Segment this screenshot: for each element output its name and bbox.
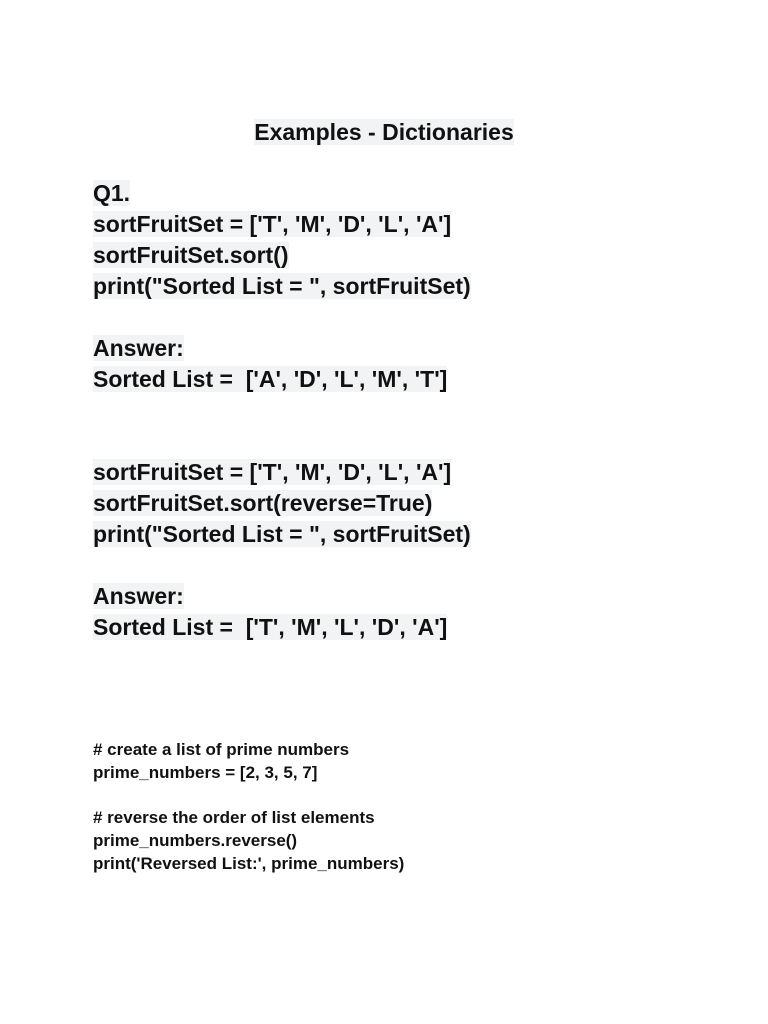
prime-reverse-block [93,806,404,875]
q1-answer-label: Answer: [93,335,184,361]
code-comment: # create a list of prime numbers [93,740,350,759]
q2-answer-label-line [93,581,447,612]
q1-answer-block [93,333,447,395]
q2-answer-line [93,612,447,643]
code-comment: # reverse the order of list elements [93,808,375,827]
q2-code-block [93,457,471,550]
page-title: Examples - Dictionaries [254,119,514,145]
q2-code-text: print("Sorted List = ", sortFruitSet) [93,521,471,547]
prime-list-block [93,738,349,784]
code-line: prime_numbers.reverse() [93,831,298,850]
q2-code-text: sortFruitSet = ['T', 'M', 'D', 'L', 'A'] [93,459,452,485]
q1-code-text: print("Sorted List = ", sortFruitSet) [93,273,471,299]
q2-code-line [93,519,471,550]
code-line: print('Reversed List:', prime_numbers) [93,854,405,873]
q2-answer-label: Answer: [93,583,184,609]
q1-label: Q1. [93,180,131,206]
q1-code-line [93,240,471,271]
q2-code-line [93,488,471,519]
q1-code-text: sortFruitSet = ['T', 'M', 'D', 'L', 'A'] [93,211,452,237]
q1-answer-line [93,364,447,395]
page-title-row [0,116,768,148]
code-line: prime_numbers = [2, 3, 5, 7] [93,763,318,782]
q1-code-line [93,209,471,240]
q1-code-block [93,178,471,302]
q1-code-line [93,271,471,302]
q1-answer-label-line [93,333,447,364]
q1-code-text: sortFruitSet.sort() [93,242,289,268]
q2-code-line [93,457,471,488]
q2-answer-text: Sorted List = ['T', 'M', 'L', 'D', 'A'] [93,614,448,640]
q2-code-text: sortFruitSet.sort(reverse=True) [93,490,433,516]
q2-answer-block [93,581,447,643]
q1-answer-text: Sorted List = ['A', 'D', 'L', 'M', 'T'] [93,366,448,392]
q1-label-line [93,178,471,209]
